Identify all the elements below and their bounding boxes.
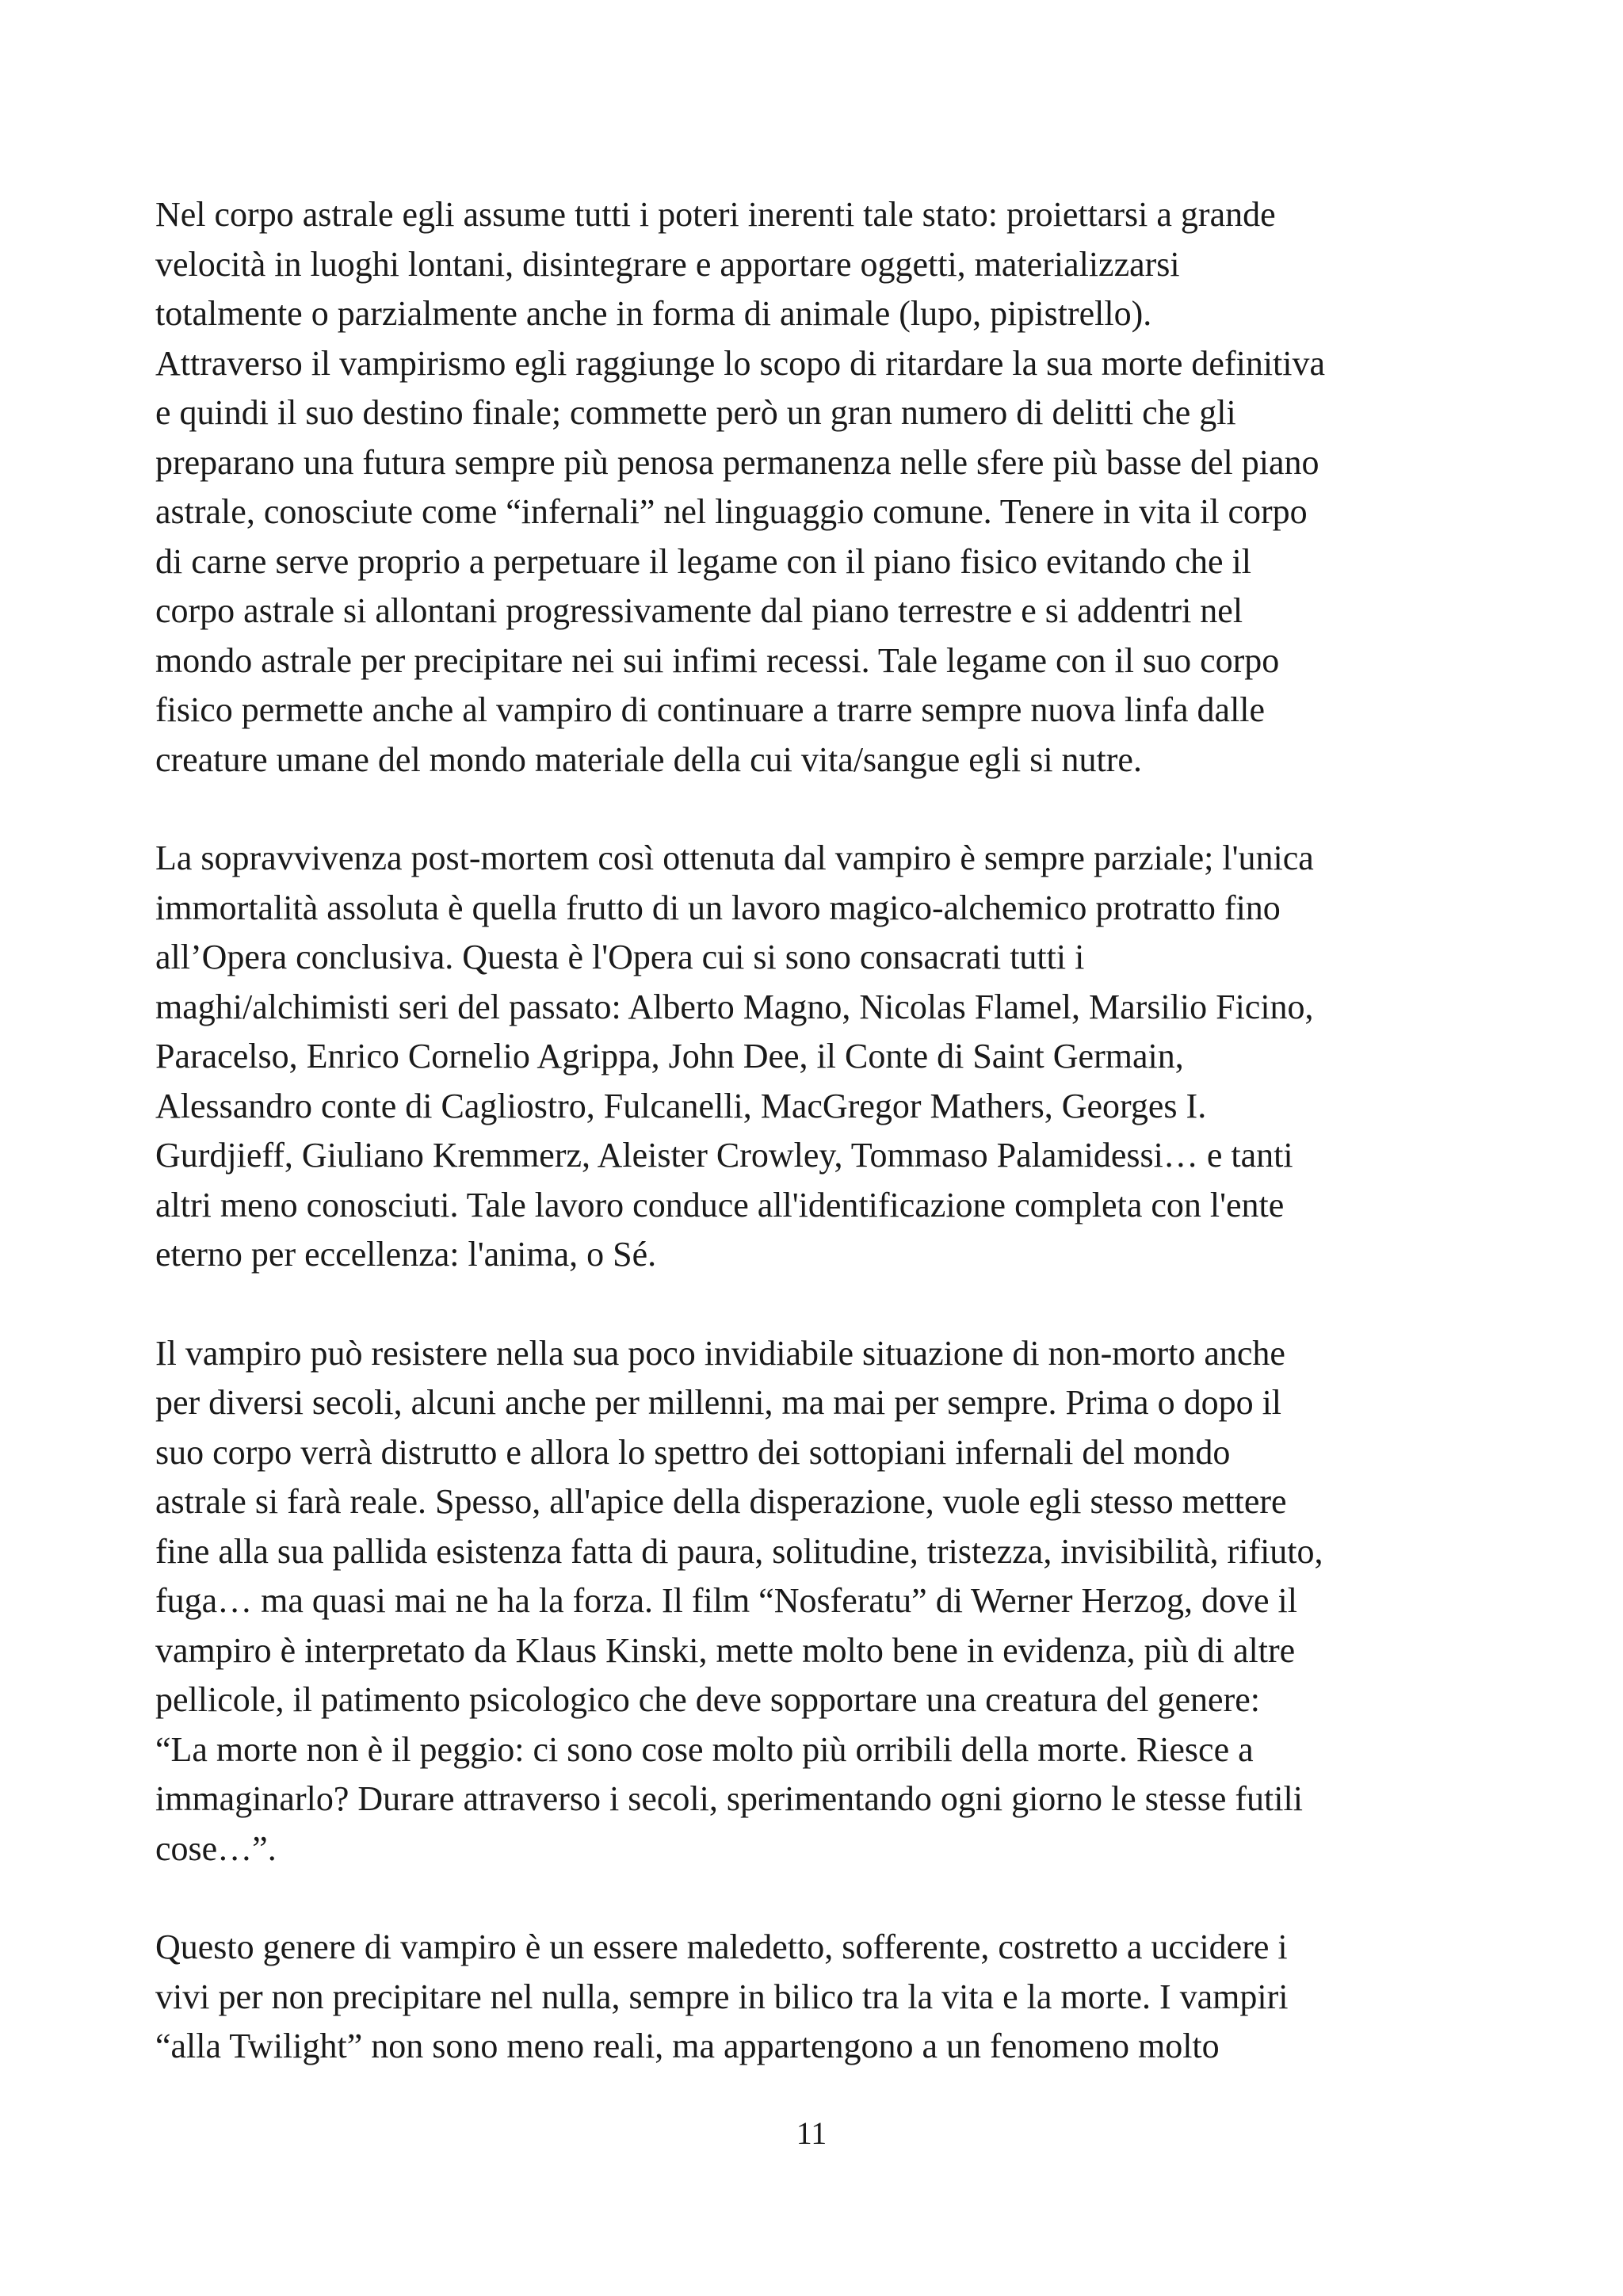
text-line: suo corpo verrà distrutto e allora lo spettro dei sottopiani infernali del mondo [155,1432,1231,1472]
text-line: Nel corpo astrale egli assume tutti i poteri inerenti tale stato: proiettarsi a grande [155,195,1276,234]
paragraph-1 [155,190,1487,785]
text-line: “La morte non è il peggio: ci sono cose molto più orribili della morte. Riesce a [155,1729,1254,1769]
text-line: preparano una futura sempre più penosa permanenza nelle sfere più basse del piano [155,442,1319,482]
text-line: di carne serve proprio a perpetuare il legame con il piano fisico evitando che il [155,541,1251,581]
paragraph-2 [155,834,1487,1280]
text-line: eterno per eccellenza: l'anima, o Sé. [155,1235,657,1274]
text-line: fisico permette anche al vampiro di continuare a trarre sempre nuova linfa dalle [155,690,1266,729]
text-line: astrale si farà reale. Spesso, all'apice della disperazione, vuole egli stesso mettere [155,1482,1287,1521]
text-line: corpo astrale si allontani progressivamente dal piano terrestre e si addentri nel [155,591,1243,630]
text-line: vampiro è interpretato da Klaus Kinski, mette molto bene in evidenza, più di altre [155,1630,1296,1670]
text-line: totalmente o parzialmente anche in forma di animale (lupo, pipistrello). [155,294,1152,333]
text-line: cose…”. [155,1828,277,1868]
page-body [155,190,1487,2121]
text-line: Alessandro conte di Cagliostro, Fulcanelli, MacGregor Mathers, Georges I. [155,1086,1207,1125]
text-line: vivi per non precipitare nel nulla, sempre in bilico tra la vita e la morte. I vampiri [155,1977,1289,2016]
text-line: all’Opera conclusiva. Questa è l'Opera cui si sono consacrati tutti i [155,938,1085,976]
paragraph-3 [155,1329,1487,1874]
text-line: La sopravvivenza post-mortem così ottenuta dal vampiro è sempre parziale; l'unica [155,839,1314,877]
text-line: Attraverso il vampirismo egli raggiunge lo scopo di ritardare la sua morte definitiva [155,343,1326,383]
text-line: astrale, conosciute come “infernali” nel linguaggio comune. Tenere in vita il corpo [155,492,1308,531]
text-line: per diversi secoli, alcuni anche per millenni, ma mai per sempre. Prima o dopo il [155,1383,1282,1422]
text-line: Il vampiro può resistere nella sua poco invidiabile situazione di non-morto anche [155,1333,1285,1373]
paragraph-4 [155,1923,1487,2072]
text-line: Gurdjieff, Giuliano Kremmerz, Aleister Crowley, Tommaso Palamidessi… e tanti [155,1136,1293,1175]
text-line: immaginarlo? Durare attraverso i secoli, sperimentando ogni giorno le stesse futili [155,1779,1303,1818]
text-line: mondo astrale per precipitare nei sui infimi recessi. Tale legame con il suo corpo [155,640,1280,680]
text-line: maghi/alchimisti seri del passato: Alberto Magno, Nicolas Flamel, Marsilio Ficino, [155,987,1314,1026]
text-line: velocità in luoghi lontani, disintegrare e apportare oggetti, materializzarsi [155,244,1180,284]
text-line: Questo genere di vampiro è un essere maledetto, sofferente, costretto a uccidere i [155,1927,1288,1966]
text-line: altri meno conosciuti. Tale lavoro conduce all'identificazione completa con l'ente [155,1185,1285,1224]
text-line: pellicole, il patimento psicologico che deve sopportare una creatura del genere: [155,1680,1260,1719]
text-line: “alla Twilight” non sono meno reali, ma appartengono a un fenomeno molto [155,2027,1220,2065]
page-number: 11 [796,2115,827,2151]
text-line: Paracelso, Enrico Cornelio Agrippa, John Dee, il Conte di Saint Germain, [155,1037,1184,1075]
text-line: fuga… ma quasi mai ne ha la forza. Il film “Nosferatu” di Werner Herzog, dove il [155,1581,1297,1620]
text-line: immortalità assoluta è quella frutto di un lavoro magico-alchemico protratto fino [155,888,1281,927]
text-line: fine alla sua pallida esistenza fatta di paura, solitudine, tristezza, invisibilità, rifiuto, [155,1531,1323,1571]
text-line: e quindi il suo destino finale; commette però un gran numero di delitti che gli [155,393,1236,432]
text-line: creature umane del mondo materiale della cui vita/sangue egli si nutre. [155,739,1142,779]
